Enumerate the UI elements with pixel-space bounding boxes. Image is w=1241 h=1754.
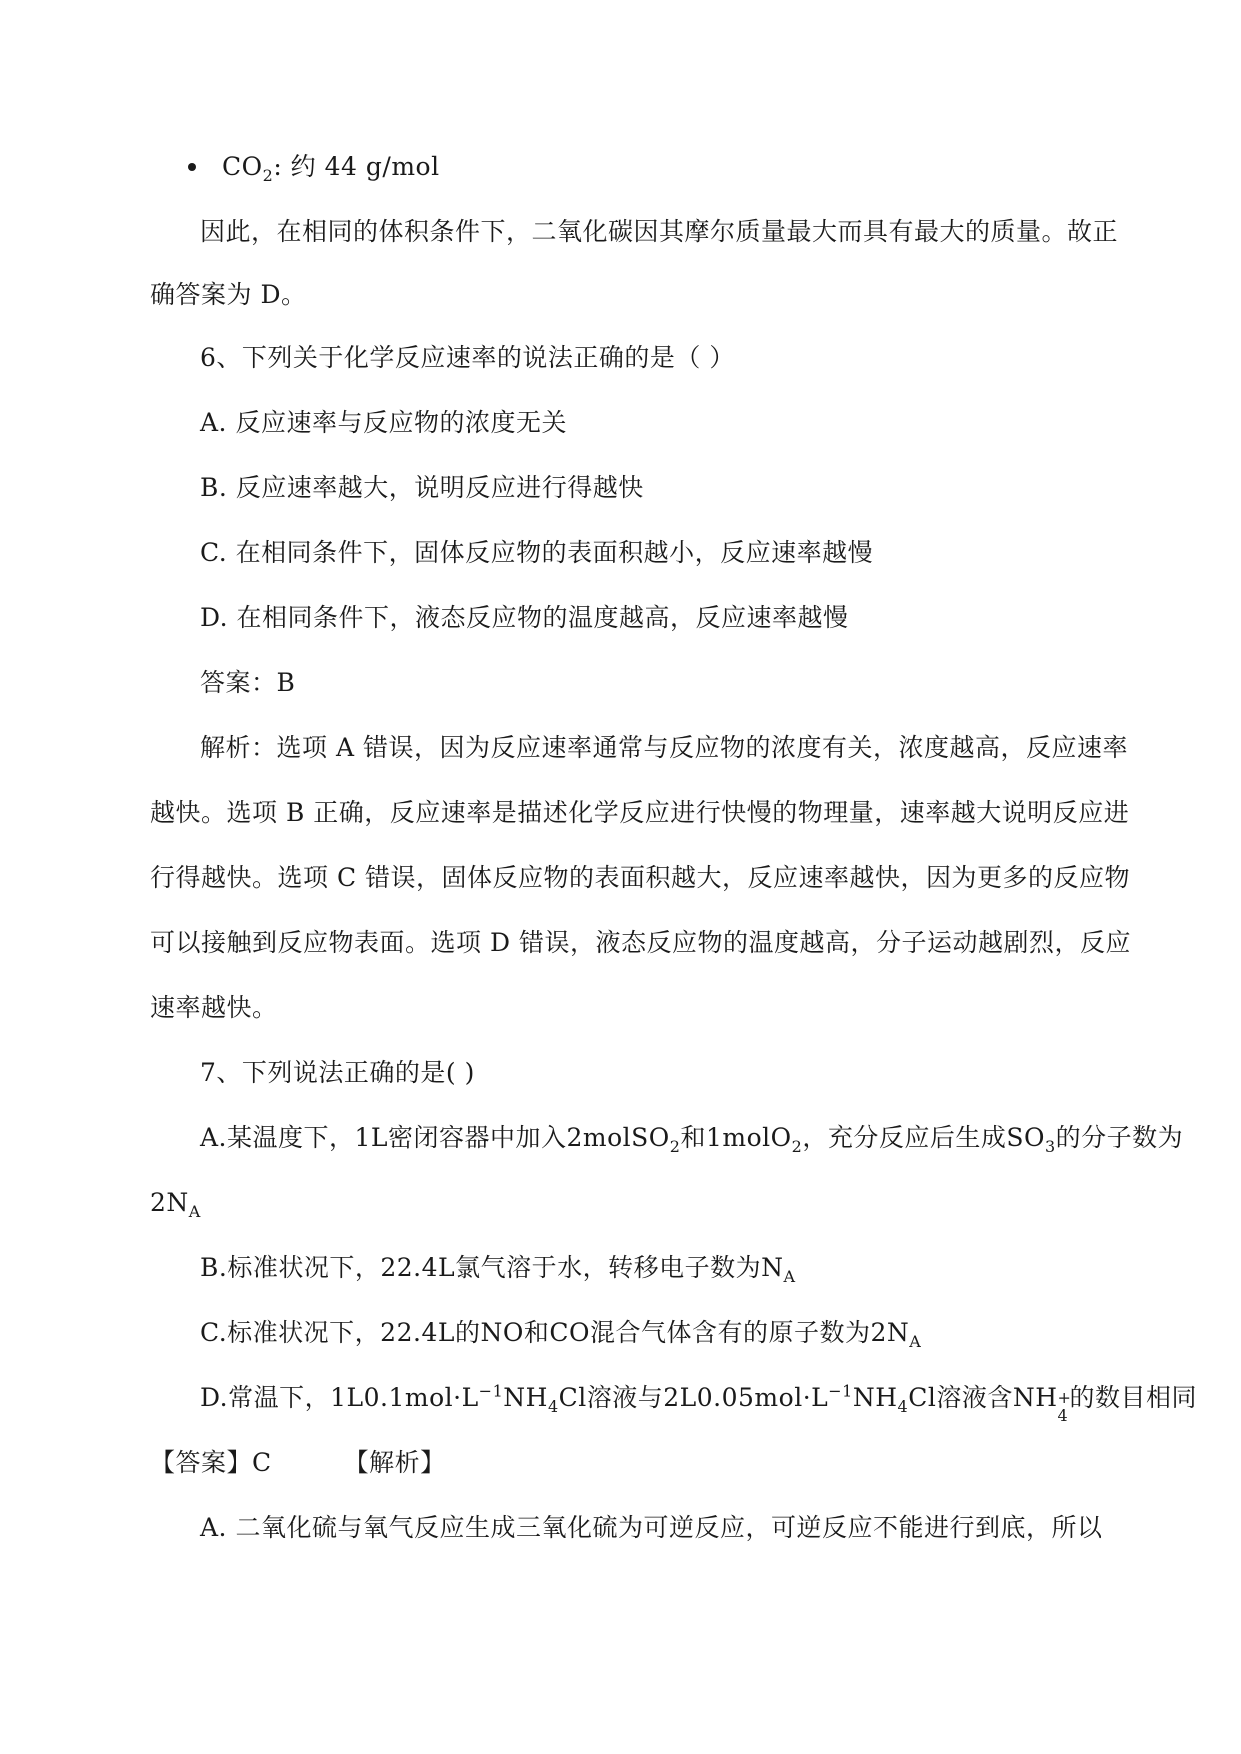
conclusion-line-1: 因此，在相同的体积条件下，二氧化碳因其摩尔质量最大而具有最大的质量。故正 [200, 217, 1119, 246]
q7-option-a: A.某温度下，1L密闭容器中加入2molSO$_2$和1molO$_2$，充分反应后生成$SO_3$的分子数为 [200, 1123, 1184, 1156]
q6-analysis-line-2: 越快。选项 B 正确，反应速率是描述化学反应进行快慢的物理量，速率越大说明反应进 [150, 798, 1130, 827]
q6-analysis-line-4: 可以接触到反应物表面。选项 D 错误，液态反应物的温度越高，分子运动越剧烈，反应 [150, 928, 1131, 957]
co2-subscript: 2 [262, 166, 274, 185]
q6-analysis-line-1: 解析：选项 A 错误，因为反应速率通常与反应物的浓度有关，浓度越高，反应速率 [200, 733, 1128, 762]
q6-analysis-line-5: 速率越快。 [150, 993, 278, 1022]
co2-formula: CO [222, 152, 263, 181]
q7-analysis-a: A. 二氧化硫与氧气反应生成三氧化硫为可逆反应，可逆反应不能进行到底，所以 [200, 1513, 1103, 1542]
bullet-co2-molar-mass [222, 152, 440, 185]
q7-option-c: C.标准状况下，22.4L的NO和CO混合气体含有的原子数为$2N_A$ [200, 1318, 922, 1351]
q6-option-c: C. 在相同条件下，固体反应物的表面积越小，反应速率越慢 [200, 538, 874, 567]
q7-stem: 7、下列说法正确的是( ) [200, 1058, 475, 1087]
q7-option-d: D.常温下，$1L0.1mol\cdot L^{-1}NH_4Cl$溶液与$2L0.05mol\cdot L^{-1}NH_4Cl$溶液含NH + 4 的数目相同 [200, 1381, 1198, 1425]
q7-answer-row [150, 1448, 446, 1478]
q7-analysis-label: 【解析】 [343, 1448, 446, 1477]
conclusion-line-2: 确答案为 D。 [150, 280, 307, 309]
q7-option-b: B.标准状况下，22.4L氯气溶于水，转移电子数为$N_A$ [200, 1253, 796, 1286]
q7-answer: 【答案】C [150, 1448, 272, 1477]
q6-stem: 6、下列关于化学反应速率的说法正确的是（ ） [200, 343, 735, 372]
bullet-dot [188, 163, 196, 171]
q7-option-a-line-2: $2N_A$ [150, 1188, 201, 1221]
co2-molar-mass-text: : 约 44 g/mol [273, 152, 440, 181]
q6-option-d: D. 在相同条件下，液态反应物的温度越高，反应速率越慢 [200, 603, 849, 632]
q6-answer: 答案：B [200, 668, 296, 697]
q6-option-b: B. 反应速率越大，说明反应进行得越快 [200, 473, 644, 502]
q6-option-a: A. 反应速率与反应物的浓度无关 [200, 408, 567, 437]
q6-analysis-line-3: 行得越快。选项 C 错误，固体反应物的表面积越大，反应速率越快，因为更多的反应物 [150, 863, 1131, 892]
